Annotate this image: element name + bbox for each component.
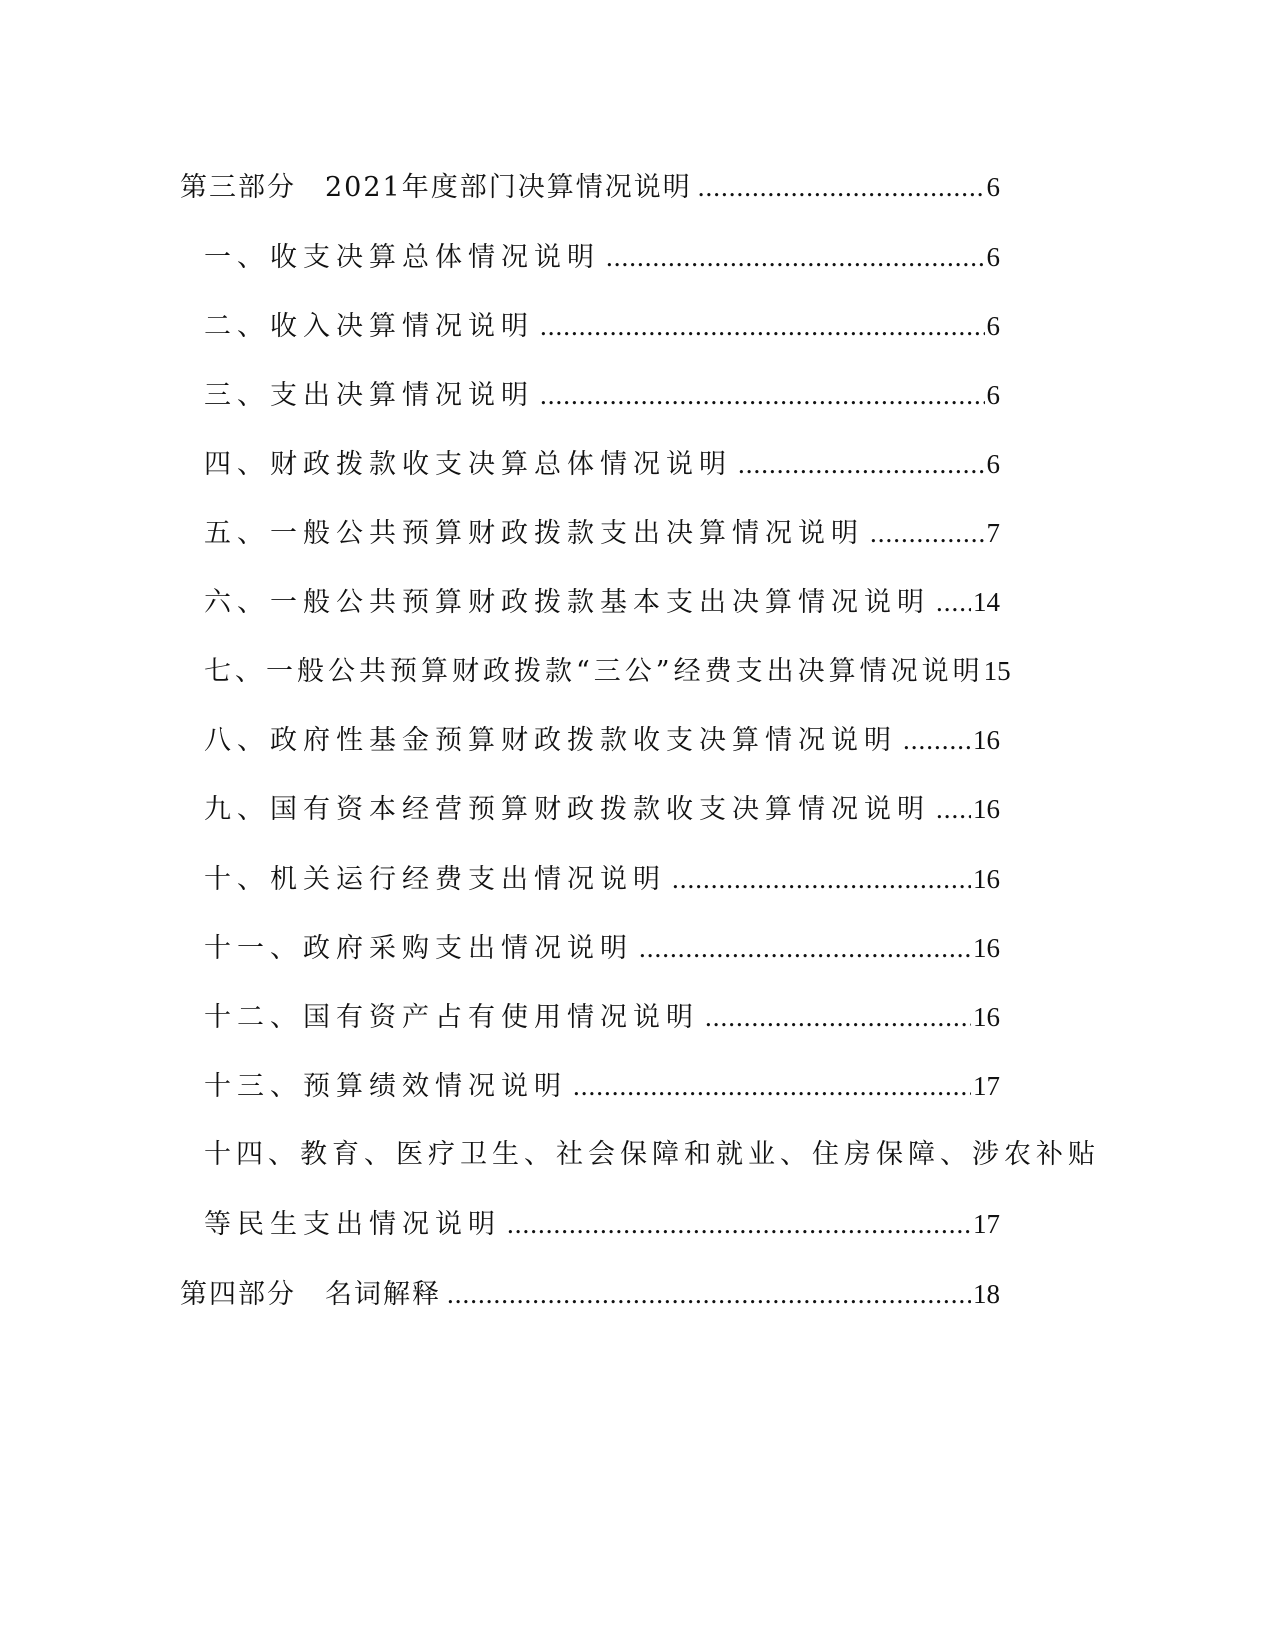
toc-entry-title: 十四、教育、医疗卫生、社会保障和就业、住房保障、涉农补贴 [204,1139,1100,1170]
toc-entry-part-three[interactable] [180,163,1000,211]
toc-entry-title: 八、政府性基金预算财政拨款收支决算情况说明 [204,725,897,756]
toc-entry-title: 十三、预算绩效情况说明 [204,1071,567,1102]
toc-entry-2[interactable] [204,302,1000,350]
toc-leader-dots [903,716,971,764]
toc-leader-dots [870,509,985,557]
toc-entry-title: 六、一般公共预算财政拨款基本支出决算情况说明 [204,587,930,618]
toc-entry-9[interactable] [204,785,1000,833]
toc-entry-title: 第四部分 名词解释 [180,1279,441,1310]
toc-entry-title: 第三部分 2021年度部门决算情况说明 [180,172,692,203]
toc-entry-3[interactable] [204,371,1000,419]
toc-leader-dots [698,163,985,211]
toc-leader-dots [573,1062,971,1110]
toc-page-number: 17 [973,1209,1000,1239]
toc-leader-dots [936,785,971,833]
toc-entry-14-line-1[interactable] [204,1131,1100,1179]
toc-page-number: 16 [973,1002,1000,1032]
toc-page-number: 14 [973,587,1000,617]
toc-leader-dots [540,371,985,419]
toc-leader-dots [447,1270,971,1318]
toc-leader-dots [639,924,971,972]
toc-entry-1[interactable] [204,233,1000,281]
toc-entry-title: 四、财政拨款收支决算总体情况说明 [204,449,732,480]
toc-entry-12[interactable] [204,993,1000,1041]
toc-leader-dots [606,233,985,281]
toc-entry-title: 三、支出决算情况说明 [204,380,534,411]
toc-page-number: 16 [973,725,1000,755]
toc-entry-4[interactable] [204,440,1000,488]
toc-leader-dots [672,855,971,903]
toc-entry-6[interactable] [204,578,1000,626]
toc-entry-title: 二、收入决算情况说明 [204,311,534,342]
toc-entry-13[interactable] [204,1062,1000,1110]
toc-entry-14-line-2[interactable] [204,1200,1000,1248]
toc-entry-5[interactable] [204,509,1000,557]
toc-entry-title: 九、国有资本经营预算财政拨款收支决算情况说明 [204,794,930,825]
toc-leader-dots [738,440,985,488]
toc-entry-11[interactable] [204,924,1000,972]
toc-entry-title: 一、收支决算总体情况说明 [204,242,600,273]
toc-entry-title: 十一、政府采购支出情况说明 [204,933,633,964]
toc-leader-dots [936,578,971,626]
toc-leader-dots [540,302,985,350]
toc-entry-title: 十二、国有资产占有使用情况说明 [204,1002,699,1033]
toc-page-number: 16 [973,933,1000,963]
toc-page-number: 7 [986,518,1000,548]
toc-entry-8[interactable] [204,716,1000,764]
toc-page-number: 6 [986,172,1000,202]
toc-entry-title: 十、机关运行经费支出情况说明 [204,864,666,895]
toc-page-number: 16 [973,864,1000,894]
toc-page-number: 6 [986,449,1000,479]
toc-page-number: 17 [973,1071,1000,1101]
toc-page-number: 16 [973,794,1000,824]
toc-entry-title: 五、一般公共预算财政拨款支出决算情况说明 [204,518,864,549]
toc-entry-title: 七、一般公共预算财政拨款“三公”经费支出决算情况说明 [204,656,984,687]
toc-page-number: 18 [973,1279,1000,1309]
toc-entry-title: 等民生支出情况说明 [204,1209,501,1240]
toc-leader-dots [507,1200,971,1248]
toc-page-number: 6 [986,311,1000,341]
toc-leader-dots [705,993,971,1041]
toc-page-number: 6 [986,242,1000,272]
toc-entry-part-four[interactable] [180,1270,1000,1318]
toc-entry-7[interactable] [204,647,1011,695]
toc-page-number: 15 [983,656,1011,686]
toc-entry-10[interactable] [204,855,1000,903]
toc-page-number: 6 [986,380,1000,410]
